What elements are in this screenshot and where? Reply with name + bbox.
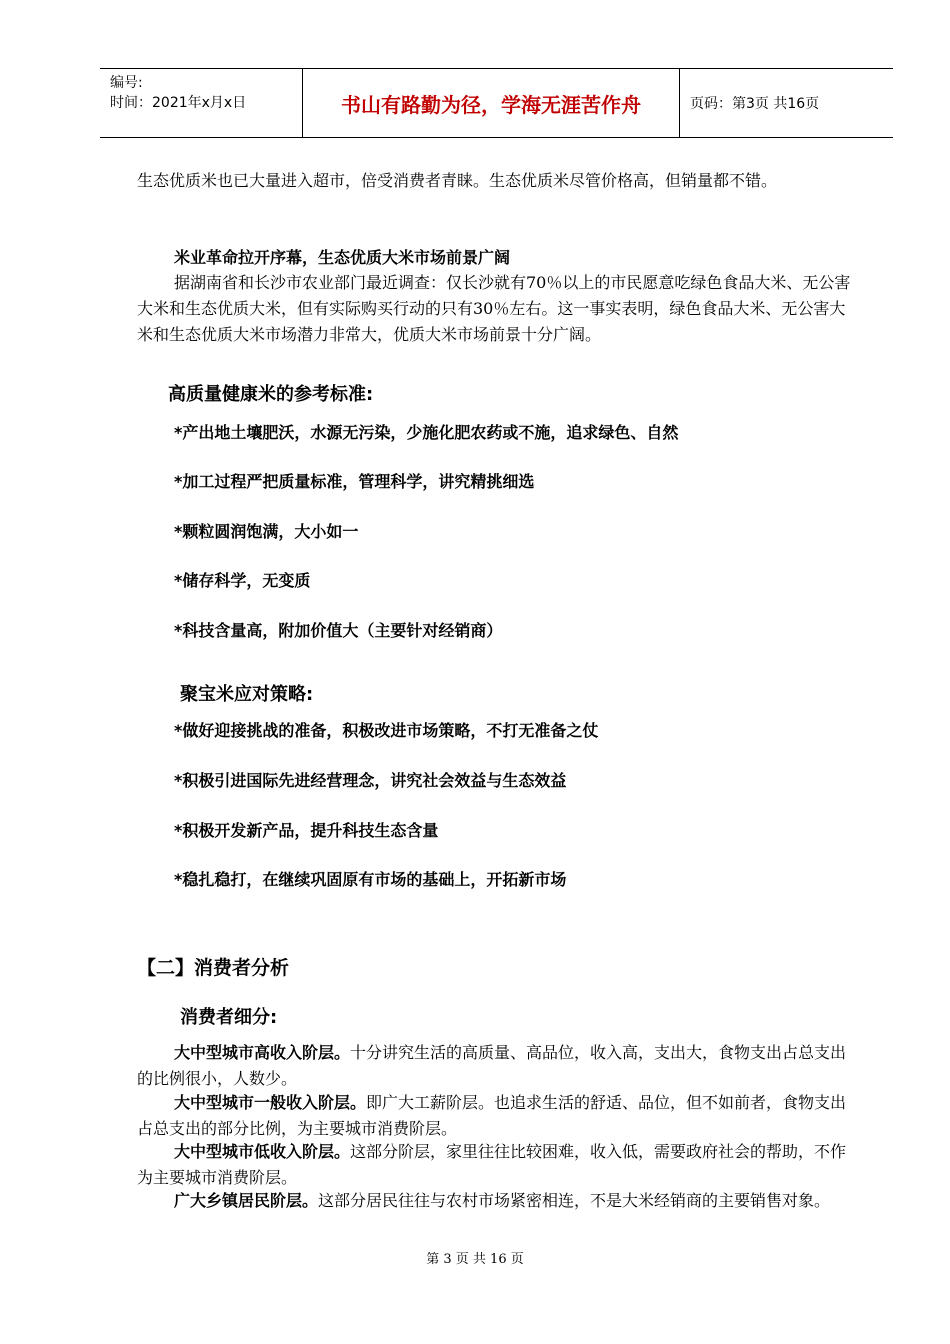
strategy-item: *积极开发新产品，提升科技生态含量 [174, 821, 439, 840]
segment-text: 这部分阶层，家里往往比较困难，收入低，需要政府社会的帮助，不作为主要城市消费阶层。 [137, 1142, 847, 1187]
segment-paragraph [137, 1090, 857, 1142]
time-label: 时间：2021年x月x日 [110, 95, 247, 111]
standard-item: *科技含量高，附加价值大（主要针对经销商） [174, 621, 503, 640]
strategy-item: *做好迎接挑战的准备，积极改进市场策略，不打无准备之仗 [174, 721, 599, 740]
segment-title: 大中型城市一般收入阶层。 [174, 1093, 367, 1112]
segment-paragraph [137, 1188, 857, 1214]
segment-title: 大中型城市高收入阶层。 [174, 1043, 351, 1062]
segment-text: 这部分居民往往与农村市场紧密相连，不是大米经销商的主要销售对象。 [318, 1191, 831, 1210]
strategy-item: *稳扎稳打，在继续巩固原有市场的基础上，开拓新市场 [174, 870, 567, 889]
standard-item: *储存科学，无变质 [174, 571, 311, 590]
segment-text: 即广大工薪阶层。也追求生活的舒适、品位，但不如前者，食物支出占总支出的部分比例，为主要城市消费阶层。 [137, 1093, 847, 1138]
segment-paragraph [137, 1139, 857, 1191]
strategy-item: *积极引进国际先进经营理念，讲究社会效益与生态效益 [174, 771, 567, 790]
page-header [100, 68, 893, 138]
standard-item: *产出地土壤肥沃，水源无污染，少施化肥农药或不施，追求绿色、自然 [174, 423, 679, 442]
segment-text: 十分讲究生活的高质量、高品位，收入高，支出大，食物支出占总支出的比例很小，人数少。 [137, 1043, 847, 1088]
standard-item: *颗粒圆润饱满，大小如一 [174, 522, 359, 541]
segment-paragraph [137, 1040, 857, 1092]
strategy-heading: 聚宝米应对策略: [180, 684, 314, 705]
header-meta [100, 69, 303, 137]
section-paragraph: 据湖南省和长沙市农业部门最近调查：仅长沙就有70％以上的市民愿意吃绿色食品大米、无公害大米和生态优质大米，但有实际购买行动的只有30％左右。这一事实表明，绿色食品大米、无公害大米和生态优质大米市场潜力非常大，优质大米市场前景十分广阔。 [137, 273, 851, 344]
section-title: 米业革命拉开序幕，生态优质大米市场前景广阔 [174, 248, 511, 267]
header-page-number: 页码：第3页 共16页 [690, 96, 820, 112]
segment-title: 广大乡镇居民阶层。 [174, 1191, 319, 1210]
segmentation-heading: 消费者细分: [180, 1007, 278, 1028]
segment-title: 大中型城市低收入阶层。 [174, 1142, 351, 1161]
page-footer: 第 3 页 共 16 页 [426, 1252, 524, 1267]
chapter-heading: 【二】消费者分析 [137, 957, 290, 979]
header-motto: 书山有路勤为径，学海无涯苦作舟 [303, 69, 680, 137]
intro-paragraph: 生态优质米也已大量进入超市，倍受消费者青睐。生态优质米尽管价格高，但销量都不错。 [137, 171, 778, 190]
standard-item: *加工过程严把质量标准，管理科学，讲究精挑细选 [174, 472, 535, 491]
standards-heading: 高质量健康米的参考标准: [168, 384, 374, 405]
number-label: 编号: [110, 75, 143, 91]
